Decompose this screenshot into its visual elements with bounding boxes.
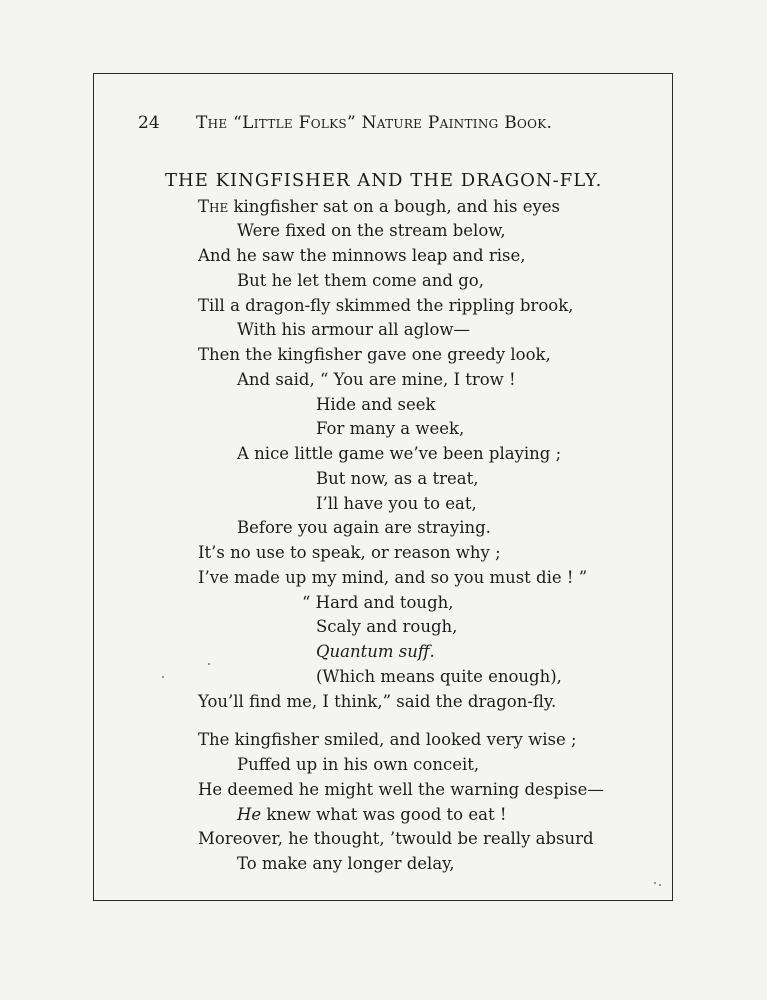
poem-line: Moreover, he thought, ’twould be really absurd — [198, 829, 594, 848]
poem-line: The kingfisher smiled, and looked very wise ; — [198, 730, 577, 749]
poem-line: For many a week, — [316, 419, 465, 438]
poem-line: (Which means quite enough), — [316, 667, 562, 686]
poem-line: Were fixed on the stream below, — [237, 221, 506, 240]
poem-line: Quantum suff. — [316, 642, 435, 661]
poem-line: I’ll have you to eat, — [316, 494, 477, 513]
poem-line: “ Hard and tough, — [302, 593, 454, 612]
poem-title: THE KINGFISHER AND THE DRAGON-FLY. — [165, 170, 603, 191]
page-header — [138, 113, 671, 137]
running-title: The “Little Folks” Nature Painting Book. — [196, 113, 553, 133]
page-number: 24 — [138, 113, 160, 133]
poem-line: He knew what was good to eat ! — [237, 805, 507, 824]
emphasis-word: He — [237, 805, 262, 824]
poem-line: He deemed he might well the warning despise— — [198, 780, 604, 799]
poem-line: With his armour all aglow— — [237, 320, 470, 339]
poem-line: A nice little game we’ve been playing ; — [237, 444, 562, 463]
poem-line: Puffed up in his own conceit, — [237, 755, 480, 774]
poem-line: I’ve made up my mind, and so you must die ! ” — [198, 568, 588, 587]
print-speck — [162, 676, 164, 678]
poem-line: You’ll find me, I think,” said the dragon-fly. — [198, 692, 557, 711]
poem-line: Scaly and rough, — [316, 617, 458, 636]
print-speck — [208, 663, 210, 665]
poem-line: And said, “ You are mine, I trow ! — [237, 370, 516, 389]
poem-line: To make any longer delay, — [237, 854, 455, 873]
poem-line: But he let them come and go, — [237, 271, 484, 290]
poem-line: Before you again are straying. — [237, 518, 491, 537]
print-speck — [654, 882, 656, 884]
poem-line: It’s no use to speak, or reason why ; — [198, 543, 501, 562]
poem-line: Hide and seek — [316, 395, 436, 414]
poem-line: Then the kingfisher gave one greedy look, — [198, 345, 551, 364]
poem-line: But now, as a treat, — [316, 469, 479, 488]
poem-line: The kingfisher sat on a bough, and his eyes — [198, 197, 561, 216]
print-speck — [659, 884, 661, 886]
poem-line: And he saw the minnows leap and rise, — [198, 246, 526, 265]
drop-word: The — [198, 197, 229, 216]
poem-line: Till a dragon-fly skimmed the rippling brook, — [198, 296, 574, 315]
